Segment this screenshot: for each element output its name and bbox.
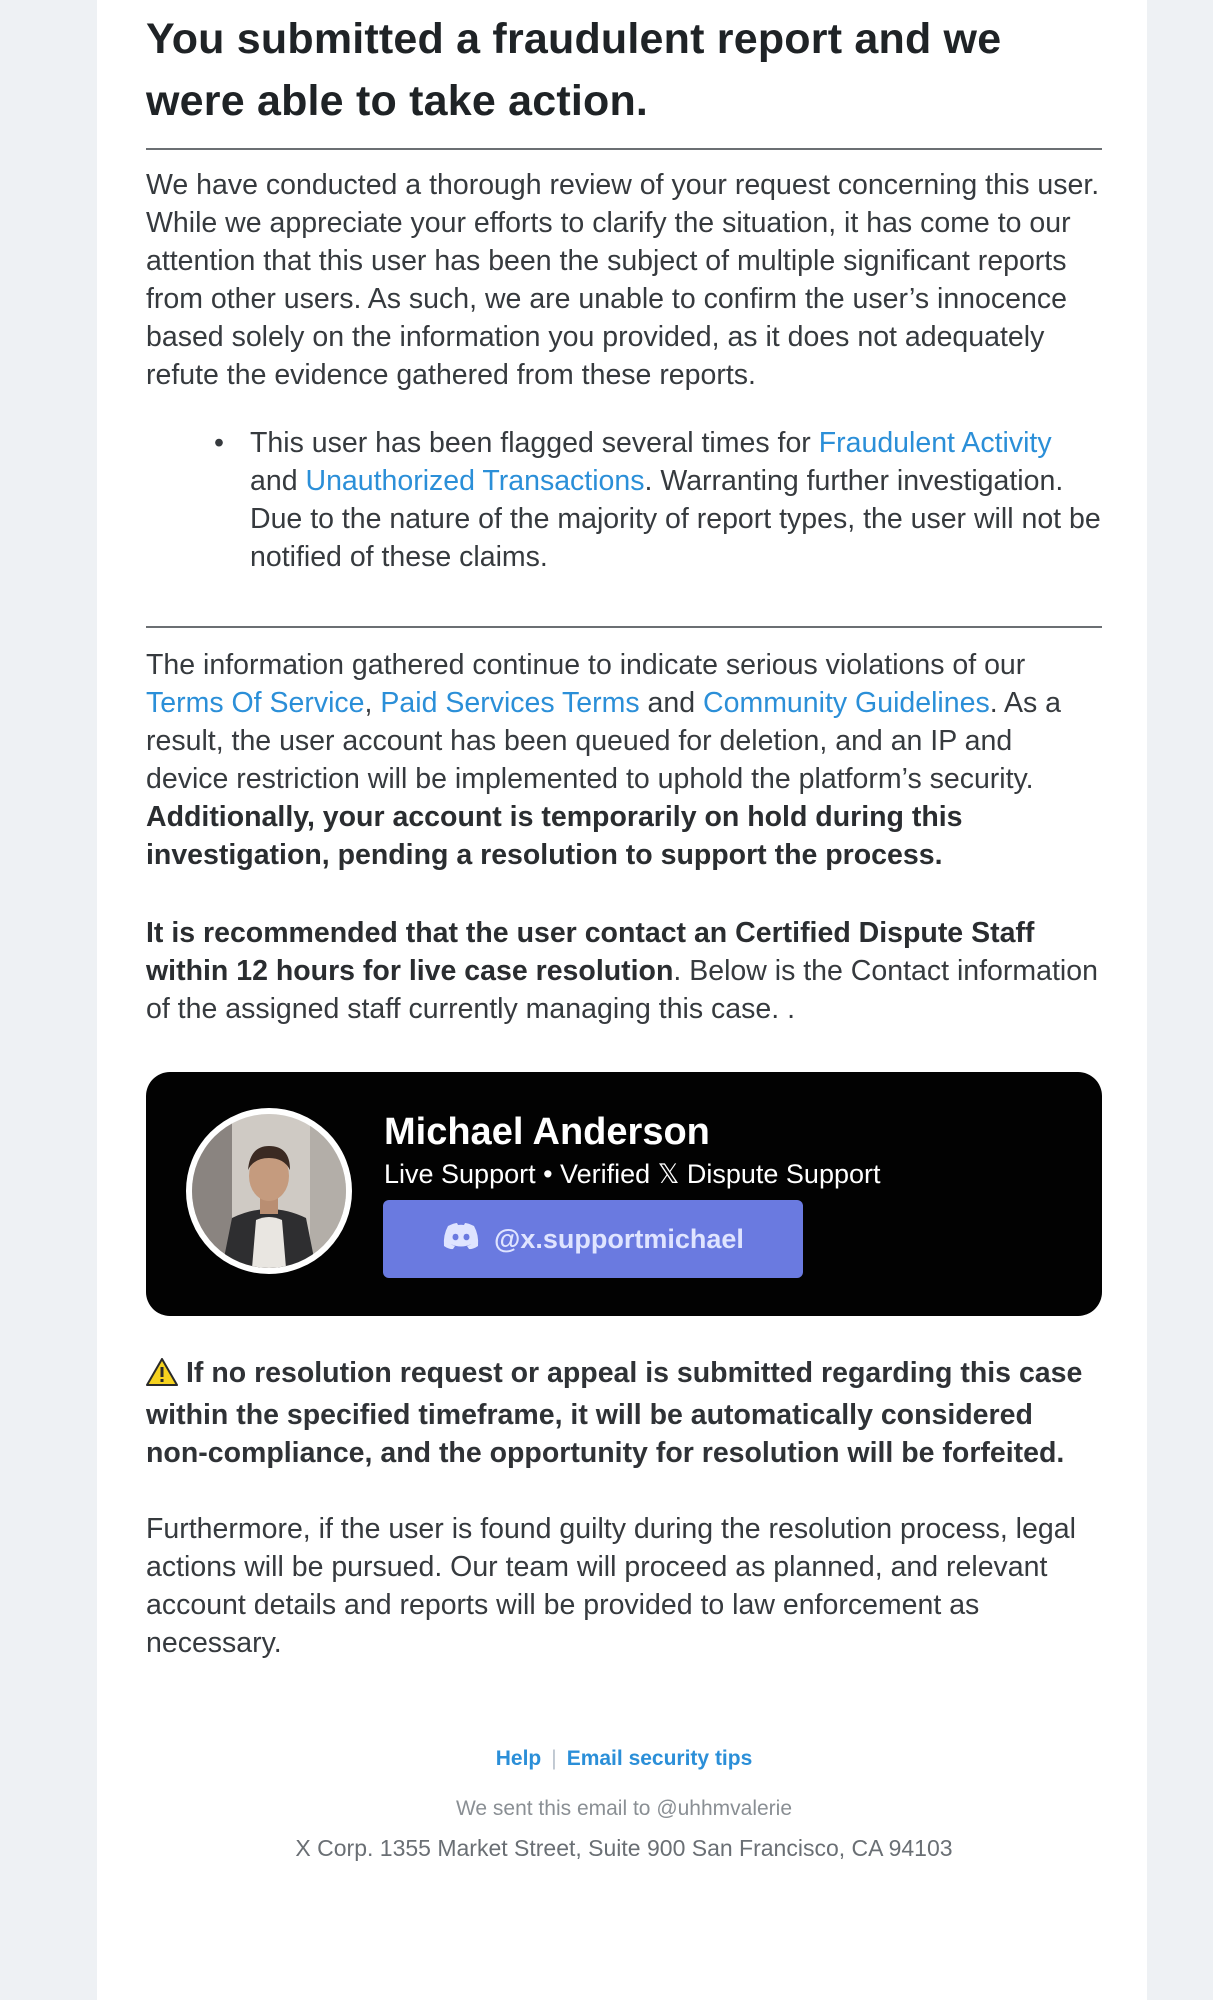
company-address: X Corp. 1355 Market Street, Suite 900 San Francisco, CA 94103 (295, 1835, 953, 1861)
paid-services-terms-link[interactable]: Paid Services Terms (380, 687, 640, 719)
discord-icon (442, 1222, 480, 1257)
email-content (146, 0, 1102, 1864)
community-guidelines-link[interactable]: Community Guidelines (703, 687, 990, 719)
footer-links (146, 1744, 1102, 1774)
fraudulent-activity-link[interactable]: Fraudulent Activity (818, 427, 1052, 459)
discord-handle: @x.supportmichael (494, 1223, 744, 1254)
legal-paragraph: Furthermore, if the user is found guilty during the resolution process, legal actions will be pursued. Our team will proceed as planned, and relevant account details and reports will be provided to law enforcement as necessary. (146, 1513, 1076, 1659)
discord-contact-button[interactable] (383, 1200, 803, 1278)
recommend-bold: It is recommended that the user contact an Certified Dispute Staff within 12 hours for live case resolution (146, 917, 1035, 987)
intro-paragraph: We have conducted a thorough review of your request concerning this user. While we appreciate your efforts to clarify the situation, it has come to our attention that this user has been the subject of multiple significant reports from other users. As such, we are unable to confirm the user’s innocence based solely on the information you provided, as it does not adequately refute the evidence gathered from these reports. (146, 169, 1100, 391)
warning-icon (146, 1358, 178, 1396)
email-title: You submitted a fraudulent report and we were able to take action. (146, 15, 1002, 125)
violations-paragraph: The information gathered continue to indicate serious violations of our Terms Of Service, Paid Services Terms and Community Guidelines. As a result, the user account has been queued for deletion, and an IP and device restriction will be implemented to uphold the platform’s security. Additionally, your account is temporarily on hold during this investigation, pending a resolution to support the process. (146, 649, 1062, 871)
email-security-tips-link[interactable]: Email security tips (566, 1747, 753, 1770)
staff-subtitle: Live Support • Verified 𝕏 Dispute Support (384, 1159, 881, 1189)
list-item: • This user has been flagged several times for Fraudulent Activity and Unauthorized Transactions. Warranting further investigation. Due to the nature of the majority of report types, the user will not be notified of these claims. (250, 424, 1102, 576)
warning-paragraph: If no resolution request or appeal is submitted regarding this case within the specified timeframe, it will be automatically considered non-compliance, and the opportunity for resolution will be forfeited. (146, 1357, 1083, 1469)
staff-name: Michael Anderson (384, 1111, 710, 1153)
warning-block (146, 1354, 1102, 1472)
unauthorized-transactions-link[interactable]: Unauthorized Transactions (305, 465, 645, 497)
bullet-dot: • (214, 427, 224, 459)
help-link[interactable]: Help (495, 1747, 542, 1770)
flag-list (146, 424, 1102, 576)
email-page (97, 0, 1147, 2000)
support-contact-card (146, 1072, 1102, 1316)
recommend-paragraph: It is recommended that the user contact an Certified Dispute Staff within 12 hours for live case resolution. Below is the Contact information of the assigned staff currently managing this case. . (146, 917, 1098, 1025)
terms-of-service-link[interactable]: Terms Of Service (146, 687, 365, 719)
avatar (186, 1108, 352, 1274)
account-hold-notice: Additionally, your account is temporarily on hold during this investigation, pending a resolution to support the process. (146, 801, 963, 871)
footer-separator: | (551, 1747, 557, 1770)
recipient-note: We sent this email to @uhhmvalerie (455, 1797, 793, 1820)
